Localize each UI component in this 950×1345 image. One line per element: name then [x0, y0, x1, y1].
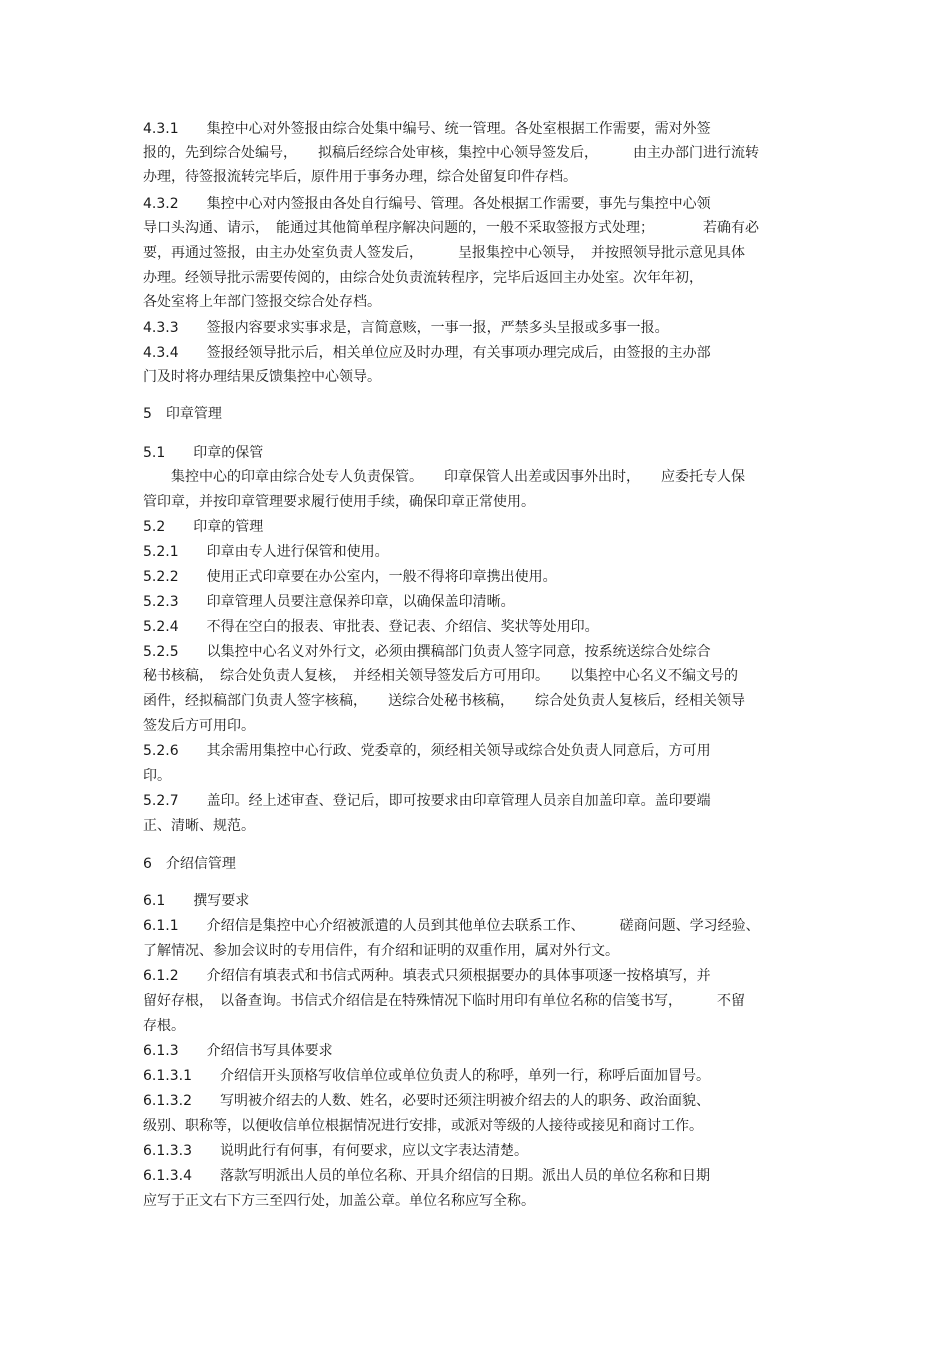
text-line: 秘书核稿， 综合处负责人复核， 并经相关领导签发后方可用印。 以集控中心名义不编文号的 [143, 668, 738, 684]
text-line: 5.2.4 不得在空白的报表、审批表、登记表、介绍信、奖状等处用印。 [143, 619, 599, 635]
text-line: 管印章，并按印章管理要求履行使用手续，确保印章正常使用。 [143, 494, 535, 510]
subsection-heading: 5.2 印章的管理 [143, 519, 264, 535]
text-line: 6.1.2 介绍信有填表式和书信式两种。填表式只须根据要办的具体事项逐一按格填写，并 [143, 968, 711, 984]
text-line: 办理，待签报流转完毕后，原件用于事务办理，综合处留复印件存档。 [143, 169, 577, 185]
text-line: 5.2.2 使用正式印章要在办公室内，一般不得将印章携出使用。 [143, 569, 557, 585]
text-line: 各处室将上年部门签报交综合处存档。 [143, 294, 381, 310]
text-line: 4.3.4 签报经领导批示后，相关单位应及时办理，有关事项办理完成后，由签报的主办部 [143, 345, 711, 361]
text-line: 门及时将办理结果反馈集控中心领导。 [143, 369, 381, 385]
text-line: 5.2.7 盖印。经上述审查、登记后，即可按要求由印章管理人员亲自加盖印章。盖印要端 [143, 793, 711, 809]
subsection-heading: 5.1 印章的保管 [143, 445, 264, 461]
text-line: 4.3.2 集控中心对内签报由各处自行编号、管理。各处根据工作需要，事先与集控中心领 [143, 196, 711, 212]
text-line: 函件，经拟稿部门负责人签字核稿， 送综合处秘书核稿， 综合处负责人复核后，经相关领导 [143, 693, 745, 709]
text-line: 集控中心的印章由综合处专人负责保管。 印章保管人出差或因事外出时， 应委托专人保 [143, 469, 745, 485]
text-line: 导口头沟通、请示， 能通过其他简单程序解决问题的，一般不采取签报方式处理； 若确有必 [143, 220, 759, 236]
text-line: 留好存根， 以备查询。书信式介绍信是在特殊情况下临时用印有单位名称的信笺书写， 不留 [143, 993, 745, 1009]
text-line: 应写于正文右下方三至四行处，加盖公章。单位名称应写全称。 [143, 1193, 535, 1209]
text-line: 办理。经领导批示需要传阅的，由综合处负责流转程序，完毕后返回主办处室。次年年初， [143, 270, 703, 286]
text-line: 6.1.1 介绍信是集控中心介绍被派遣的人员到其他单位去联系工作、 磋商问题、学习经验、 [143, 918, 760, 934]
text-line: 6.1.3.4 落款写明派出人员的单位名称、开具介绍信的日期。派出人员的单位名称和日期 [143, 1168, 710, 1184]
text-line: 6.1.3.2 写明被介绍去的人数、姓名，必要时还须注明被介绍去的人的职务、政治面貌、 [143, 1093, 710, 1109]
text-line: 印。 [143, 768, 171, 784]
section-heading: 5 印章管理 [143, 406, 222, 422]
text-line: 5.2.1 印章由专人进行保管和使用。 [143, 544, 389, 560]
text-line: 要，再通过签报，由主办处室负责人签发后， 呈报集控中心领导， 并按照领导批示意见具体 [143, 245, 745, 261]
text-line: 了解情况、参加会议时的专用信件，有介绍和证明的双重作用，属对外行文。 [143, 943, 619, 959]
text-line: 5.2.5 以集控中心名义对外行文，必须由撰稿部门负责人签字同意，按系统送综合处综合 [143, 644, 711, 660]
text-line: 报的，先到综合处编号， 拟稿后经综合处审核，集控中心领导签发后， 由主办部门进行流转 [143, 145, 759, 161]
text-line: 5.2.3 印章管理人员要注意保养印章，以确保盖印清晰。 [143, 594, 515, 610]
text-line: 6.1.3.3 说明此行有何事，有何要求，应以文字表达清楚。 [143, 1143, 528, 1159]
text-line: 4.3.1 集控中心对外签报由综合处集中编号、统一管理。各处室根据工作需要，需对外签 [143, 121, 711, 137]
text-line: 6.1.3 介绍信书写具体要求 [143, 1043, 333, 1059]
text-line: 5.2.6 其余需用集控中心行政、党委章的，须经相关领导或综合处负责人同意后，方可用 [143, 743, 711, 759]
text-line: 正、清晰、规范。 [143, 818, 255, 834]
section-heading: 6 介绍信管理 [143, 856, 236, 872]
subsection-heading: 6.1 撰写要求 [143, 893, 250, 909]
text-line: 存根。 [143, 1018, 185, 1034]
text-line: 签发后方可用印。 [143, 718, 255, 734]
text-line: 6.1.3.1 介绍信开头顶格写收信单位或单位负责人的称呼，单列一行，称呼后面加冒号。 [143, 1068, 710, 1084]
text-line: 4.3.3 签报内容要求实事求是，言简意赅，一事一报，严禁多头呈报或多事一报。 [143, 320, 669, 336]
text-line: 级别、职称等，以便收信单位根据情况进行安排，或派对等级的人接待或接见和商讨工作。 [143, 1118, 703, 1134]
